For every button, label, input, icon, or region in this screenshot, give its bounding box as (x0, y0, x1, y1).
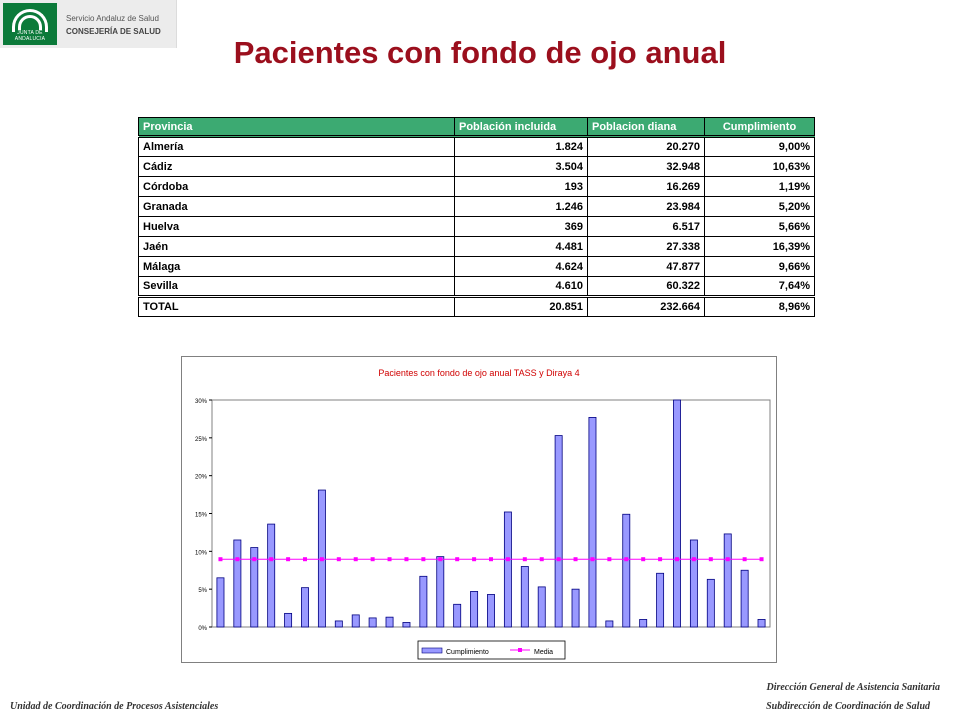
point-media (337, 557, 341, 561)
table-row (139, 177, 815, 197)
cell-cumplimiento: 9,66% (705, 257, 815, 277)
chart-title: Pacientes con fondo de ojo anual TASS y Diraya 4 (378, 368, 580, 378)
cell-provincia: Almería (139, 137, 455, 157)
y-tick-label: 15% (194, 512, 207, 519)
table-row (139, 257, 815, 277)
point-media (472, 557, 476, 561)
cell-poblacion-incluida: 20.851 (455, 297, 588, 317)
point-media (320, 557, 324, 561)
point-media (303, 557, 307, 561)
point-media (286, 557, 290, 561)
point-media (743, 557, 747, 561)
cell-poblacion-diana: 47.877 (588, 257, 705, 277)
header-poblacion-incluida: Población incluida (455, 118, 588, 137)
bar-cumplimiento (454, 604, 461, 627)
point-media (624, 557, 628, 561)
bar-cumplimiento (538, 587, 545, 627)
cell-poblacion-incluida: 4.481 (455, 237, 588, 257)
point-media (269, 557, 273, 561)
organization-logo (0, 0, 177, 48)
cell-poblacion-incluida: 1.246 (455, 197, 588, 217)
cell-cumplimiento: 16,39% (705, 237, 815, 257)
bar-cumplimiento (521, 566, 528, 627)
bar-cumplimiento (352, 615, 359, 627)
point-media (675, 557, 679, 561)
bar-cumplimiento (758, 619, 765, 627)
y-tick-label: 10% (194, 550, 207, 557)
bar-cumplimiento (335, 621, 342, 627)
bar-cumplimiento (285, 613, 292, 627)
bar-cumplimiento (420, 576, 427, 627)
bar-cumplimiento (724, 534, 731, 627)
bar-cumplimiento (386, 617, 393, 627)
table-row (139, 237, 815, 257)
cell-provincia: Málaga (139, 257, 455, 277)
cell-poblacion-incluida: 369 (455, 217, 588, 237)
point-media (438, 557, 442, 561)
point-media (421, 557, 425, 561)
point-media (489, 557, 493, 561)
point-media (658, 557, 662, 561)
table-row (139, 137, 815, 157)
cell-provincia: Huelva (139, 217, 455, 237)
bar-cumplimiento (589, 417, 596, 627)
compliance-chart (181, 356, 777, 663)
point-media (404, 557, 408, 561)
cell-cumplimiento: 10,63% (705, 157, 815, 177)
bar-cumplimiento (301, 588, 308, 627)
logo-line-2: CONSEJERÍA DE SALUD (66, 27, 161, 36)
cell-provincia: Granada (139, 197, 455, 217)
point-media (726, 557, 730, 561)
header-poblacion-diana: Poblacion diana (588, 118, 705, 137)
bar-cumplimiento (234, 540, 241, 627)
cell-provincia: Córdoba (139, 177, 455, 197)
cell-poblacion-diana: 32.948 (588, 157, 705, 177)
point-media (607, 557, 611, 561)
cell-poblacion-diana: 232.664 (588, 297, 705, 317)
point-media (709, 557, 713, 561)
point-media (540, 557, 544, 561)
table-total-row (139, 297, 815, 317)
cell-poblacion-diana: 60.322 (588, 277, 705, 297)
y-tick-label: 20% (194, 474, 207, 481)
bar-cumplimiento (673, 400, 680, 627)
bar-cumplimiento (268, 524, 275, 627)
y-tick-label: 0% (198, 626, 207, 632)
point-media (371, 557, 375, 561)
table-row (139, 217, 815, 237)
cell-poblacion-diana: 16.269 (588, 177, 705, 197)
bar-cumplimiento (657, 573, 664, 627)
bar-cumplimiento (504, 512, 511, 627)
slide-title: Pacientes con fondo de ojo anual (233, 35, 727, 70)
cell-poblacion-incluida: 3.504 (455, 157, 588, 177)
emblem-caption: JUNTA DE ANDALUCIA (14, 30, 46, 42)
province-table (138, 117, 815, 317)
point-media (641, 557, 645, 561)
footer-direction: Dirección General de Asistencia Sanitaria (766, 682, 940, 693)
cell-poblacion-diana: 6.517 (588, 217, 705, 237)
point-media (574, 557, 578, 561)
cell-cumplimiento: 1,19% (705, 177, 815, 197)
bar-cumplimiento (487, 594, 494, 627)
cell-cumplimiento: 7,64% (705, 277, 815, 297)
cell-poblacion-diana: 23.984 (588, 197, 705, 217)
bar-cumplimiento (471, 591, 478, 627)
header-provincia: Provincia (139, 118, 455, 137)
cell-cumplimiento: 5,20% (705, 197, 815, 217)
bar-cumplimiento (707, 579, 714, 627)
point-media (388, 557, 392, 561)
cell-cumplimiento: 5,66% (705, 217, 815, 237)
legend-marker-media (518, 648, 522, 652)
point-media (354, 557, 358, 561)
table-row (139, 277, 815, 297)
logo-line-1: Servicio Andaluz de Salud (66, 14, 159, 23)
chart-svg (182, 357, 776, 662)
legend-label-cumplimiento: Cumplimiento (446, 649, 489, 656)
cell-poblacion-diana: 20.270 (588, 137, 705, 157)
bar-cumplimiento (690, 540, 697, 627)
bar-cumplimiento (403, 622, 410, 627)
cell-cumplimiento: 8,96% (705, 297, 815, 317)
point-media (760, 557, 764, 561)
bar-cumplimiento (640, 619, 647, 627)
point-media (252, 557, 256, 561)
bar-cumplimiento (437, 557, 444, 627)
cell-poblacion-incluida: 4.624 (455, 257, 588, 277)
plot-area (212, 400, 770, 627)
table-header-row (139, 118, 815, 137)
point-media (218, 557, 222, 561)
cell-poblacion-incluida: 193 (455, 177, 588, 197)
point-media (455, 557, 459, 561)
cell-poblacion-incluida: 4.610 (455, 277, 588, 297)
table-row (139, 197, 815, 217)
bar-cumplimiento (555, 436, 562, 627)
bar-cumplimiento (572, 589, 579, 627)
cell-provincia: Sevilla (139, 277, 455, 297)
table-row (139, 157, 815, 177)
bar-cumplimiento (217, 578, 224, 627)
bar-cumplimiento (623, 514, 630, 627)
y-tick-label: 25% (194, 436, 207, 443)
legend-swatch-cumplimiento (422, 648, 442, 653)
point-media (506, 557, 510, 561)
legend-label-media: Media (534, 649, 554, 656)
cell-cumplimiento: 9,00% (705, 137, 815, 157)
footer-subdirection: Subdirección de Coordinación de Salud (766, 701, 930, 712)
bar-cumplimiento (606, 621, 613, 627)
point-media (235, 557, 239, 561)
junta-andalucia-emblem (3, 3, 57, 45)
cell-provincia: Cádiz (139, 157, 455, 177)
point-media (523, 557, 527, 561)
cell-poblacion-incluida: 1.824 (455, 137, 588, 157)
header-cumplimiento: Cumplimiento (705, 118, 815, 137)
bar-cumplimiento (741, 570, 748, 627)
y-tick-label: 30% (194, 399, 207, 405)
cell-poblacion-diana: 27.338 (588, 237, 705, 257)
point-media (692, 557, 696, 561)
footer-unit: Unidad de Coordinación de Procesos Asistenciales (10, 701, 219, 712)
cell-provincia: Jaén (139, 237, 455, 257)
point-media (590, 557, 594, 561)
cell-provincia: TOTAL (139, 297, 455, 317)
y-tick-label: 5% (198, 588, 207, 595)
bar-cumplimiento (369, 618, 376, 627)
point-media (557, 557, 561, 561)
